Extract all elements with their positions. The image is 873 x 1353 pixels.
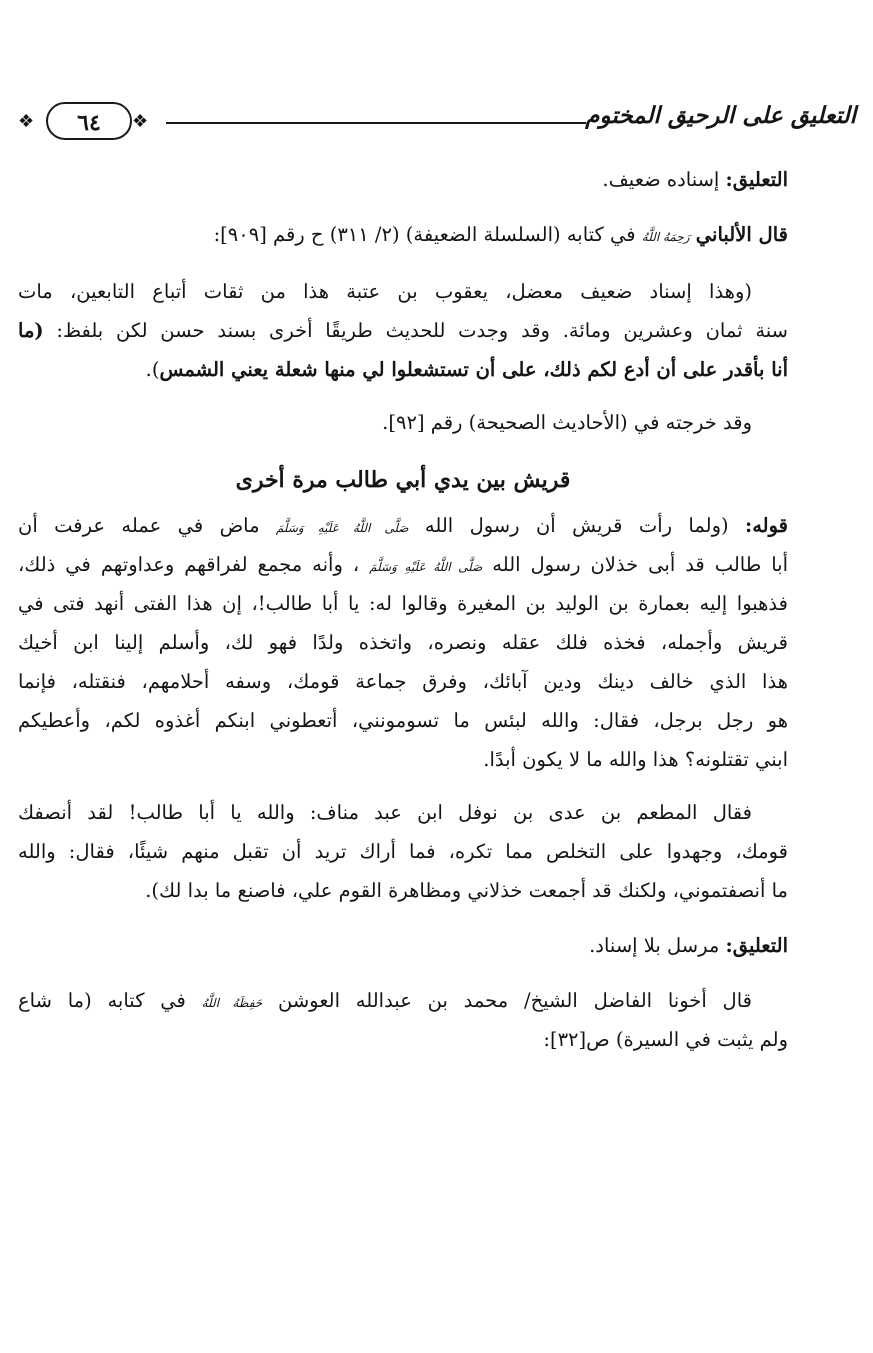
mutim-paragraph: [18, 793, 788, 910]
ornament-icon: ❖: [132, 111, 149, 132]
text-span: ، وأنه مجمع لفراقهم وعداوتهم في ذلك،: [18, 553, 370, 576]
text-span-bold: أنا بأقدر على أن أدع لكم ذلك، على أن تستشعلوا لي منها شعلة يعني الشمس: [159, 358, 788, 381]
text-line: [18, 926, 788, 965]
citation-label: قال الألباني: [695, 223, 788, 246]
text-line: [18, 160, 788, 199]
text-line: ما أنصفتموني، ولكنك قد أجمعت خذلاني ومظاهرة القوم علي، فاصنع ما بدا لك).: [145, 879, 788, 902]
comment-text: مرسل بلا إسناد.: [589, 934, 726, 957]
text-span: في كتابه (ما شاع: [18, 989, 202, 1012]
text-line: فقال المطعم بن عدى بن نوفل ابن عبد مناف: والله يا أبا طالب! لقد أنصفك: [18, 801, 752, 824]
honorific: صَلَّى اللَّهُ عَلَيْهِ وَسَلَّمَ: [369, 560, 483, 574]
text-span: ).: [145, 358, 160, 381]
text-span: ماض في عمله عرفت أن: [18, 514, 276, 537]
comment-label: التعليق:: [725, 934, 788, 957]
comment-paragraph-1: [18, 160, 788, 199]
oshan-citation: [18, 981, 788, 1059]
page-body: [18, 160, 788, 1059]
header-rule: [166, 122, 586, 124]
text-line: (وهذا إسناد ضعيف معضل، يعقوب بن عتبة هذا من ثقات أتباع التابعين، مات: [18, 280, 752, 303]
text-line: وقد خرجته في (الأحاديث الصحيحة) رقم [٩٢].: [382, 411, 752, 434]
text-line: [18, 215, 788, 254]
page-number: ٦٤: [46, 102, 132, 140]
text-line: ولم يثبت في السيرة) ص[٣٢]:: [543, 1028, 788, 1051]
text-line: فذهبوا إليه بعمارة بن الوليد بن المغيرة وقالوا له: يا أبا طالب!، إن هذا الفتى أنهد فتى في: [18, 592, 788, 615]
text-line: [18, 506, 788, 545]
book-title: التعليق على الرحيق المختوم: [585, 102, 856, 129]
running-header: [16, 98, 856, 148]
comment-paragraph-2: [18, 926, 788, 965]
albani-quote: [18, 272, 788, 389]
takhrij-paragraph: [18, 403, 788, 442]
text-line: هذا الذي خالف دينك ودين آبائك، وفرق جماعة قومك، وسفه أحلامهم، فنقتله، فإنما: [18, 670, 788, 693]
quote-label: قوله:: [745, 514, 789, 537]
text-line: ابني تقتلونه؟ هذا والله ما لا يكون أبدًا.: [483, 748, 788, 771]
text-line: [18, 545, 788, 584]
comment-label: التعليق:: [725, 168, 788, 191]
text-line: هو رجل برجل، فقال: والله لبئس ما تسومونني، أتعطوني ابنكم أغذوه لكم، وأعطيكم: [18, 709, 788, 732]
text-line: [18, 311, 788, 350]
text-span: سنة ثمان وعشرين ومائة. وقد وجدت للحديث طريقًا أخرى بسند حسن لكن بلفظ:: [43, 319, 788, 342]
text-line: قريش وأجمله، فخذه فلك عقله ونصره، واتخذه ولدًا فهو لك، وأسلم إلينا ابن أخيك: [18, 631, 788, 654]
section-heading: قريش بين يدي أبي طالب مرة أخرى: [235, 467, 571, 493]
albani-citation: [18, 215, 788, 254]
text-span: قال أخونا الفاضل الشيخ/ محمد بن عبدالله العوشن: [262, 989, 752, 1012]
text-span: أبا طالب قد أبى خذلان رسول الله: [482, 553, 788, 576]
text-line: [18, 350, 788, 389]
ornament-icon: ❖: [18, 111, 35, 132]
text-line: [18, 981, 788, 1020]
honorific: رَحِمَهُ اللَّهُ: [641, 230, 690, 244]
quoted-passage: [18, 506, 788, 779]
text-span: (ولما رأت قريش أن رسول الله: [408, 514, 746, 537]
honorific: صَلَّى اللَّهُ عَلَيْهِ وَسَلَّمَ: [275, 521, 409, 535]
text-line: قومك، وجهدوا على التخلص مما تكره، فما أراك تريد أن تقبل منهم شيئًا، فقال: والله: [18, 840, 788, 863]
text-span-bold: (ما: [18, 319, 44, 342]
honorific: حَفِظَهُ اللَّهُ: [201, 996, 263, 1010]
citation-text: في كتابه (السلسلة الضعيفة) (٢/ ٣١١) ح رقم [٩٠٩]:: [213, 223, 642, 246]
comment-text: إسناده ضعيف.: [602, 168, 726, 191]
